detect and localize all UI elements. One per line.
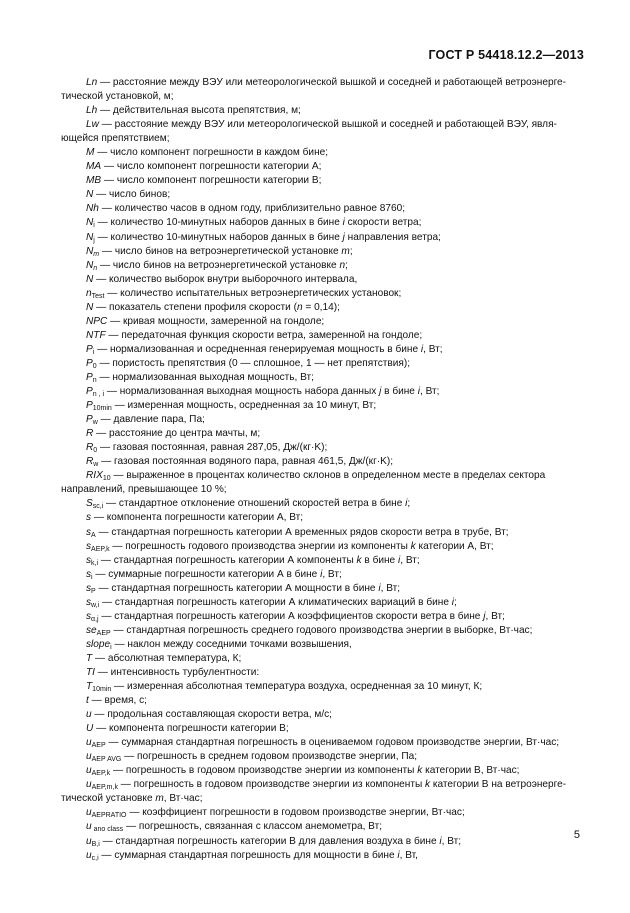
definition-line: $P_n$ — нормализованная выходная мощность, Вт; xyxy=(86,371,314,384)
definition-line: $P_i$ — нормализованная и осредненная генерируемая мощность в бине i, Вт; xyxy=(86,343,443,356)
definition-line: $s_{\alpha,j}$ — стандартная погрешность категории А коэффициентов скорости ветра в бине j, Вт; xyxy=(86,610,505,623)
definition-line: U — компонента погрешности категории В; xyxy=(86,723,289,735)
definition-line: $u_{AEP AVG}$ — погрешность в среднем годовом производстве энергии, Па; xyxy=(86,751,418,764)
definition-line: $u_{B,i}$ — стандартная погрешность категории В для давления воздуха в бине i, Вт; xyxy=(86,835,462,848)
definition-line: $u_{AEP,m,k}$ — погрешность в годовом производстве энергии из компоненты k категории В на ветроэнерге- xyxy=(86,779,567,792)
definition-line: N — количество выборок внутри выборочного интервала, xyxy=(86,273,358,285)
definition-line: $P_{10min}$ — измеренная мощность, осредненная за 10 минут, Вт; xyxy=(86,400,377,413)
definition-line: $u_{AEP,k}$ — погрешность в годовом производстве энергии из компоненты k категории В, Вт·час; xyxy=(86,765,520,778)
definition-line: Lh — действительная высота препятствия, м; xyxy=(86,105,301,117)
definition-line: Nh — количество часов в одном году, приблизительно равное 8760; xyxy=(86,203,406,215)
definition-line: t — время, с; xyxy=(86,695,147,707)
definition-line: $P_w$ — давление пара, Па; xyxy=(86,414,205,427)
definition-line: $P_0$ — пористость препятствия (0 — сплошное, 1 — нет препятствия); xyxy=(86,357,410,370)
definition-line: $s_P$ — стандартная погрешность категории А мощности в бине i, Вт; xyxy=(86,582,401,595)
definition-line: $s_A$ — стандартная погрешность категории А временных рядов скорости ветра в трубе, Вт; xyxy=(86,526,509,539)
definition-line: slope$_i$ — наклон между соседними точками возвышения, xyxy=(86,638,352,651)
definition-line: TI — интенсивность турбулентности: xyxy=(86,666,260,678)
definition-line: направлений, превышающее 10 %; xyxy=(61,484,227,496)
definition-line: $N_i$ — количество 10-минутных наборов данных в бине i скорости ветра; xyxy=(86,217,422,230)
definition-line: $n_{Test}$ — количество испытательных ветроэнергетических установок; xyxy=(86,287,402,300)
definition-line: $S_{sc,i}$ — стандартное отклонение отношений скоростей ветра в бине i; xyxy=(86,498,411,511)
definition-line: ющейся препятствием; xyxy=(61,133,170,145)
definition-line: $R_0$ — газовая постоянная, равная 287,05, Дж/(кг·K); xyxy=(86,442,328,455)
definition-line: MB — число компонент погрешности категории В; xyxy=(86,175,322,187)
definition-line: NTF — передаточная функция скорости ветра, замеренной на гондоле; xyxy=(86,329,423,341)
definition-line: Ln — расстояние между ВЭУ или метеорологической вышкой и соседней и работающей ветроэнерге- xyxy=(86,77,567,88)
definition-line: T — абсолютная температура, К; xyxy=(86,652,242,664)
definition-line: $u_{AEP}$ — суммарная стандартная погрешность в оцениваемом годовом производстве энергии, Вт·час; xyxy=(86,737,560,750)
definition-line: MA — число компонент погрешности категории А; xyxy=(86,161,322,173)
definition-line: $s_{AEP,k}$ — погрешность годового производства энергии из компоненты k категории А, Вт; xyxy=(86,540,494,553)
definition-line: N — число бинов; xyxy=(86,189,171,201)
definition-line: тической установке m, Вт·час; xyxy=(61,793,203,805)
definition-line: $R_w$ — газовая постоянная водяного пара, равная 461,5, Дж/(кг·K); xyxy=(86,456,394,469)
standard-header: ГОСТ Р 54418.12.2—2013 xyxy=(428,48,584,62)
definition-line: $s_{w,i}$ — стандартная погрешность категории А климатических вариаций в бине i; xyxy=(86,596,457,609)
definition-line: $u_{c,i}$ — суммарная стандартная погрешность для мощности в бине i, Вт, xyxy=(86,849,418,862)
definition-line: NPC — кривая мощности, замеренной на гондоле; xyxy=(86,315,325,327)
definition-line: $N_n$ — число бинов на ветроэнергетической установке n; xyxy=(86,259,348,272)
definitions-list xyxy=(61,76,582,863)
definition-line: N — показатель степени профиля скорости (n = 0,14); xyxy=(86,301,340,313)
definition-line: $se_{AEP}$ — стандартная погрешность среднего годового производства энергии в выборке, Вт·час; xyxy=(86,624,533,637)
page-number: 5 xyxy=(573,829,580,841)
definition-line: R — расстояние до центра мачты, м; xyxy=(86,428,261,440)
definition-line: u — продольная составляющая скорости ветра, м/с; xyxy=(86,709,332,721)
definition-line: $N_m$ — число бинов на ветроэнергетической установке m; xyxy=(86,245,353,258)
definition-line: $N_j$ — количество 10-минутных наборов данных в бине j направления ветра; xyxy=(86,231,441,244)
definition-line: $s_{k,i}$ — стандартная погрешность категории А компоненты k в бине i, Вт; xyxy=(86,554,420,567)
definition-line: $P_{n , i}$ — нормализованная выходная мощность набора данных j в бине i, Вт; xyxy=(86,386,440,399)
definition-line: $s_i$ — суммарные погрешности категории А в бине i, Вт; xyxy=(86,568,342,581)
definition-line: s — компонента погрешности категории А, Вт; xyxy=(86,512,304,524)
definition-line: $u_{AEPRATIO}$ — коэффициент погрешности в годовом производстве энергии, Вт·час; xyxy=(86,807,465,820)
definition-line: тической установкой, м; xyxy=(61,91,174,103)
definition-line: M — число компонент погрешности в каждом бине; xyxy=(86,147,329,159)
definition-line: $T_{10min}$ — измеренная абсолютная температура воздуха, осредненная за 10 минут, К; xyxy=(86,681,483,694)
definition-line: u $_{ano class}$ — погрешность, связанная с классом анемометра, Вт; xyxy=(86,821,383,834)
definition-line: Lw — расстояние между ВЭУ или метеорологической вышкой и соседней и работающей ВЭУ, явля- xyxy=(86,119,557,131)
definition-line: $RIX_{10}$ — выраженное в процентах количество склонов в определенном месте в пределах сектора xyxy=(86,470,546,483)
